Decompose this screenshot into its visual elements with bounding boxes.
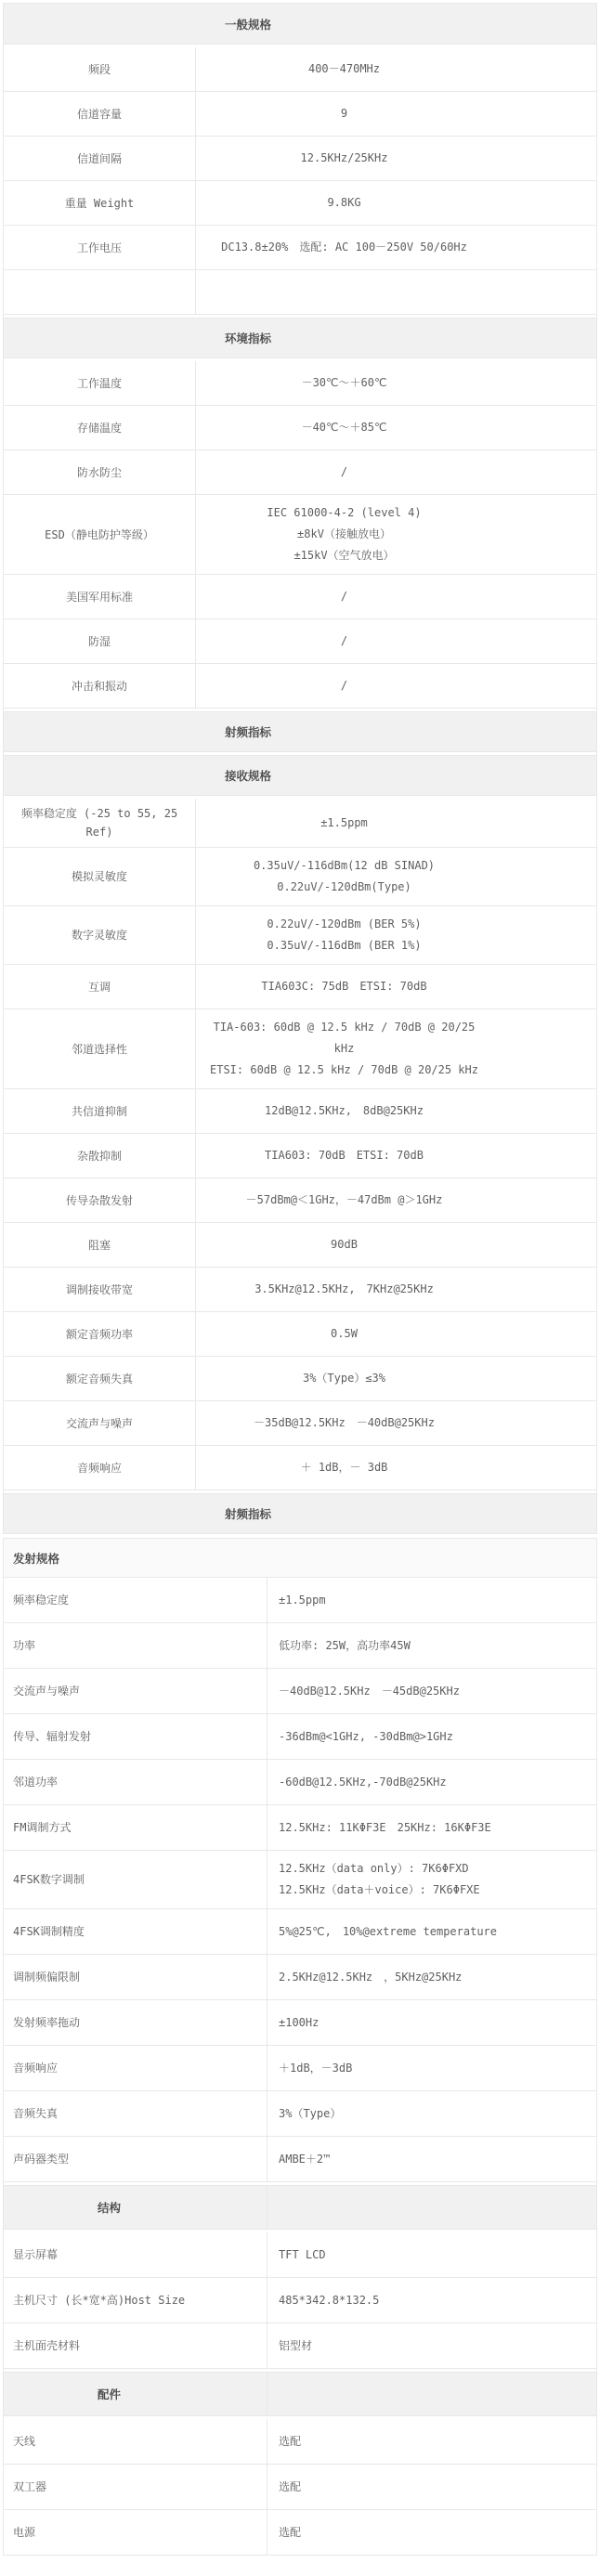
- spec-row: [4, 406, 596, 450]
- spec-row: [4, 965, 596, 1009]
- spec-row: [4, 906, 596, 965]
- spec-row: [4, 1178, 596, 1223]
- spec-value: [196, 226, 596, 269]
- spec-label: 主机尺寸 (长*宽*高)Host Size: [4, 2278, 267, 2322]
- spec-row: [4, 181, 596, 226]
- spec-row: [4, 1401, 596, 1446]
- spec-row: [4, 1357, 596, 1401]
- spec-row: [4, 1909, 596, 1955]
- spec-row: [4, 1669, 596, 1714]
- section-header: [4, 2185, 596, 2230]
- spec-row: [4, 664, 596, 709]
- spec-label: 重量 Weight: [4, 181, 196, 225]
- spec-row: [4, 2278, 596, 2323]
- spec-label: 交流声与噪声: [4, 1669, 267, 1713]
- spec-row: [4, 270, 596, 315]
- spec-value-line: 9.8KG: [327, 196, 361, 209]
- spec-label: 邻道选择性: [4, 1009, 196, 1088]
- spec-value-line: ＋1dB，－3dB: [279, 2061, 353, 2075]
- spec-label: 数字灵敏度: [4, 906, 196, 964]
- spec-label: 4FSK数字调制: [4, 1851, 267, 1908]
- spec-row: [4, 1578, 596, 1623]
- spec-value-line: 3%（Type）: [279, 2106, 342, 2120]
- spec-value: [267, 2091, 596, 2136]
- spec-row: [4, 1805, 596, 1851]
- spec-value-line: 选配: [279, 2525, 302, 2539]
- spec-label: 杂散抑制: [4, 1134, 196, 1177]
- spec-label: 4FSK调制精度: [4, 1909, 267, 1954]
- spec-value-line: 12dB@12.5KHz, 8dB@25KHz: [265, 1104, 424, 1117]
- spec-value: [267, 1669, 596, 1713]
- spec-value: [267, 1578, 596, 1622]
- spec-label: FM调制方式: [4, 1805, 267, 1850]
- spec-value: [196, 1134, 596, 1177]
- spec-value-line: TFT LCD: [279, 2247, 326, 2261]
- section-header: 接收规格: [4, 755, 596, 796]
- spec-value: [196, 47, 596, 91]
- spec-row: [4, 619, 596, 664]
- spec-label: 音频响应: [4, 2046, 267, 2090]
- section-header-fill: [267, 2186, 596, 2229]
- spec-value: [196, 1178, 596, 1222]
- spec-label: 美国军用标准: [4, 575, 196, 618]
- spec-value-line: －57dBm@＜1GHz，－47dBm @＞1GHz: [245, 1193, 443, 1206]
- spec-value: [267, 1805, 596, 1850]
- spec-value: [196, 1446, 596, 1490]
- spec-value: [196, 1312, 596, 1356]
- spec-value: [267, 2510, 596, 2555]
- spec-row: [4, 2137, 596, 2182]
- spec-label: 工作电压: [4, 226, 196, 269]
- spec-label: 信道容量: [4, 92, 196, 136]
- spec-label: 调制频偏限制: [4, 1955, 267, 1999]
- spec-table-lower: [3, 1538, 597, 2556]
- spec-table-upper: [3, 3, 597, 1534]
- spec-value-line: －35dB@12.5KHz －40dB@25KHz: [254, 1416, 435, 1429]
- spec-row: [4, 2091, 596, 2137]
- spec-value: [196, 799, 596, 847]
- spec-value-line: 0.22uV/-120dBm(Type): [277, 880, 411, 893]
- spec-value-line: 选配: [279, 2434, 302, 2448]
- spec-label: 音频响应: [4, 1446, 196, 1490]
- spec-value-line: 0.5W: [331, 1327, 358, 1340]
- spec-value-line: 5%@25℃, 10%@extreme temperature: [279, 1924, 497, 1938]
- spec-value: [267, 2419, 596, 2464]
- spec-label: 频率稳定度 (-25 to 55, 25 Ref): [4, 799, 196, 847]
- section-header: 一般规格: [4, 4, 596, 45]
- spec-label: 信道间隔: [4, 137, 196, 180]
- spec-value: [196, 848, 596, 905]
- section-header: 环境指标: [4, 318, 596, 358]
- spec-value: [267, 2137, 596, 2181]
- spec-value: [196, 137, 596, 180]
- spec-value-line: 12.5KHz（data＋voice）: 7K6ΦFXE: [279, 1883, 480, 1896]
- spec-label: 互调: [4, 965, 196, 1008]
- spec-value-line: TIA-603: 60dB @ 12.5 kHz / 70dB @ 20/25 kHz: [213, 1021, 476, 1055]
- spec-value: [196, 181, 596, 225]
- spec-row: [4, 137, 596, 181]
- spec-value-line: 12.5KHz/25KHz: [300, 151, 388, 164]
- spec-value: [267, 2278, 596, 2322]
- spec-row: [4, 2046, 596, 2091]
- spec-value-line: ±8kV（接触放电）: [297, 527, 391, 540]
- spec-value-line: /: [340, 679, 348, 692]
- spec-value-line: 9: [340, 107, 348, 120]
- spec-value-line: －40℃～＋85℃: [301, 421, 387, 434]
- spec-label: 阻塞: [4, 1223, 196, 1267]
- spec-value-line: 0.35uV/-116dBm (BER 1%): [267, 939, 422, 952]
- spec-label: ESD（静电防护等级）: [4, 495, 196, 574]
- spec-row: [4, 2510, 596, 2556]
- spec-value-line: ＋ 1dB，－ 3dB: [300, 1461, 388, 1474]
- spec-label: 调制接收带宽: [4, 1268, 196, 1311]
- spec-row: [4, 226, 596, 270]
- spec-value: [267, 2323, 596, 2368]
- spec-value: [196, 664, 596, 708]
- spec-label: 模拟灵敏度: [4, 848, 196, 905]
- spec-value: [196, 1223, 596, 1267]
- spec-value-line: TIA603: 70dB ETSI: 70dB: [265, 1149, 424, 1162]
- spec-row: [4, 1623, 596, 1669]
- spec-value: [196, 575, 596, 618]
- spec-value: [267, 1909, 596, 1954]
- spec-value-line: TIA603C: 75dB ETSI: 70dB: [261, 980, 427, 993]
- spec-value: [267, 2232, 596, 2277]
- spec-value-line: 选配: [279, 2479, 302, 2493]
- spec-label: 邻道功率: [4, 1760, 267, 1804]
- spec-value-line: /: [340, 634, 348, 647]
- spec-value-line: ±1.5ppm: [320, 815, 368, 829]
- spec-label: 额定音频失真: [4, 1357, 196, 1400]
- spec-value: [196, 619, 596, 663]
- spec-value: [196, 270, 596, 314]
- spec-row: [4, 2232, 596, 2278]
- spec-label: 天线: [4, 2419, 267, 2464]
- spec-label: 工作温度: [4, 361, 196, 405]
- spec-label: 传导杂散发射: [4, 1178, 196, 1222]
- spec-value-line: 485*342.8*132.5: [279, 2293, 380, 2307]
- spec-row: [4, 1851, 596, 1909]
- spec-row: [4, 1134, 596, 1178]
- spec-value: [267, 2465, 596, 2509]
- section-header-fill: [267, 2373, 596, 2415]
- section-header: 射频指标: [4, 711, 596, 752]
- spec-value-line: /: [340, 465, 348, 478]
- spec-label: 存储温度: [4, 406, 196, 449]
- spec-row: [4, 1955, 596, 2000]
- spec-value-line: －30℃～＋60℃: [301, 376, 387, 389]
- spec-label: 防湿: [4, 619, 196, 663]
- spec-value: [267, 1714, 596, 1759]
- spec-row: [4, 2323, 596, 2369]
- spec-value: [196, 1268, 596, 1311]
- spec-label: 功率: [4, 1623, 267, 1668]
- spec-value: [196, 906, 596, 964]
- spec-value-line: 400－470MHz: [307, 62, 381, 75]
- spec-value-line: 低功率: 25W，高功率45W: [279, 1638, 411, 1652]
- spec-label: 主机面壳材料: [4, 2323, 267, 2368]
- spec-value-line: /: [340, 590, 348, 603]
- spec-label: 显示屏幕: [4, 2232, 267, 2277]
- spec-value-line: 0.35uV/-116dBm(12 dB SINAD): [253, 859, 436, 872]
- spec-value: [196, 361, 596, 405]
- spec-value-line: 0.22uV/-120dBm (BER 5%): [267, 917, 422, 930]
- spec-value-line: －40dB@12.5KHz －45dB@25KHz: [279, 1684, 460, 1698]
- spec-label: 发射频率拖动: [4, 2000, 267, 2045]
- spec-row: [4, 1089, 596, 1134]
- spec-value: [196, 495, 596, 574]
- spec-row: [4, 1446, 596, 1490]
- spec-value: [196, 1357, 596, 1400]
- spec-value-line: DC13.8±20% 选配: AC 100－250V 50/60Hz: [221, 241, 467, 254]
- spec-label: 冲击和振动: [4, 664, 196, 708]
- spec-row: [4, 47, 596, 92]
- section-header: [4, 2372, 596, 2416]
- spec-row: [4, 495, 596, 575]
- spec-value-line: 铝型材: [279, 2338, 313, 2352]
- spec-value-line: 3.5KHz@12.5KHz, 7KHz@25KHz: [254, 1282, 434, 1295]
- spec-value-line: AMBE＋2™: [279, 2152, 331, 2166]
- spec-value-line: -60dB@12.5KHz,-70dB@25KHz: [279, 1775, 447, 1789]
- spec-value-line: 12.5KHz（data only）: 7K6ΦFXD: [279, 1862, 469, 1875]
- spec-value: [196, 1089, 596, 1133]
- spec-label: 额定音频功率: [4, 1312, 196, 1356]
- spec-value: [267, 1760, 596, 1804]
- spec-value-line: ±100Hz: [279, 2015, 320, 2029]
- spec-row: [4, 2000, 596, 2046]
- spec-value: [196, 965, 596, 1008]
- spec-value-line: ETSI: 60dB @ 12.5 kHz / 70dB @ 20/25 kHz: [210, 1063, 478, 1076]
- spec-label: 传导、辐射发射: [4, 1714, 267, 1759]
- spec-value-line: ±1.5ppm: [279, 1593, 326, 1607]
- spec-row: [4, 2419, 596, 2465]
- spec-value-line: ±15kV（空气放电）: [293, 549, 395, 562]
- spec-value-line: 3%（Type）≤3%: [302, 1372, 386, 1385]
- spec-label: 交流声与噪声: [4, 1401, 196, 1445]
- spec-row: [4, 575, 596, 619]
- spec-row: [4, 361, 596, 406]
- spec-value-line: 12.5KHz: 11KΦF3E 25KHz: 16KΦF3E: [279, 1820, 491, 1834]
- section-header-label: 结构: [4, 2186, 267, 2229]
- spec-row: [4, 848, 596, 906]
- spec-value: [196, 1401, 596, 1445]
- spec-label: 防水防尘: [4, 450, 196, 494]
- spec-value-line: 90dB: [331, 1238, 358, 1251]
- spec-value: [267, 1623, 596, 1668]
- spec-label: 声码器类型: [4, 2137, 267, 2181]
- spec-label: [4, 270, 196, 314]
- spec-value: [196, 450, 596, 494]
- spec-row: [4, 2465, 596, 2510]
- spec-row: [4, 1268, 596, 1312]
- spec-value: [196, 1009, 596, 1088]
- section-header-label: 配件: [4, 2373, 267, 2415]
- spec-value: [267, 1955, 596, 1999]
- spec-value: [267, 2046, 596, 2090]
- spec-row: [4, 450, 596, 495]
- spec-value-line: IEC 61000-4-2 (level 4): [267, 506, 422, 519]
- spec-row: [4, 1009, 596, 1089]
- spec-label: 电源: [4, 2510, 267, 2555]
- spec-label: 频率稳定度: [4, 1578, 267, 1622]
- spec-label: 双工器: [4, 2465, 267, 2509]
- spec-value: [267, 1851, 596, 1908]
- spec-label: 共信道抑制: [4, 1089, 196, 1133]
- spec-value-line: 2.5KHz@12.5KHz ，5KHz@25KHz: [279, 1970, 463, 1984]
- spec-value: [267, 2000, 596, 2045]
- spec-row: [4, 1223, 596, 1268]
- spec-row: [4, 1312, 596, 1357]
- spec-row: [4, 1714, 596, 1760]
- spec-row: [4, 92, 596, 137]
- spec-value-line: -36dBm@<1GHz, -30dBm@>1GHz: [279, 1729, 453, 1743]
- spec-row: [4, 1760, 596, 1805]
- spec-value: [196, 92, 596, 136]
- spec-row: [4, 799, 596, 848]
- spec-label: 音频失真: [4, 2091, 267, 2136]
- spec-value: [196, 406, 596, 449]
- spec-label: 频段: [4, 47, 196, 91]
- section-header: 射频指标: [4, 1493, 596, 1534]
- subsection-header: 发射规格: [4, 1539, 596, 1578]
